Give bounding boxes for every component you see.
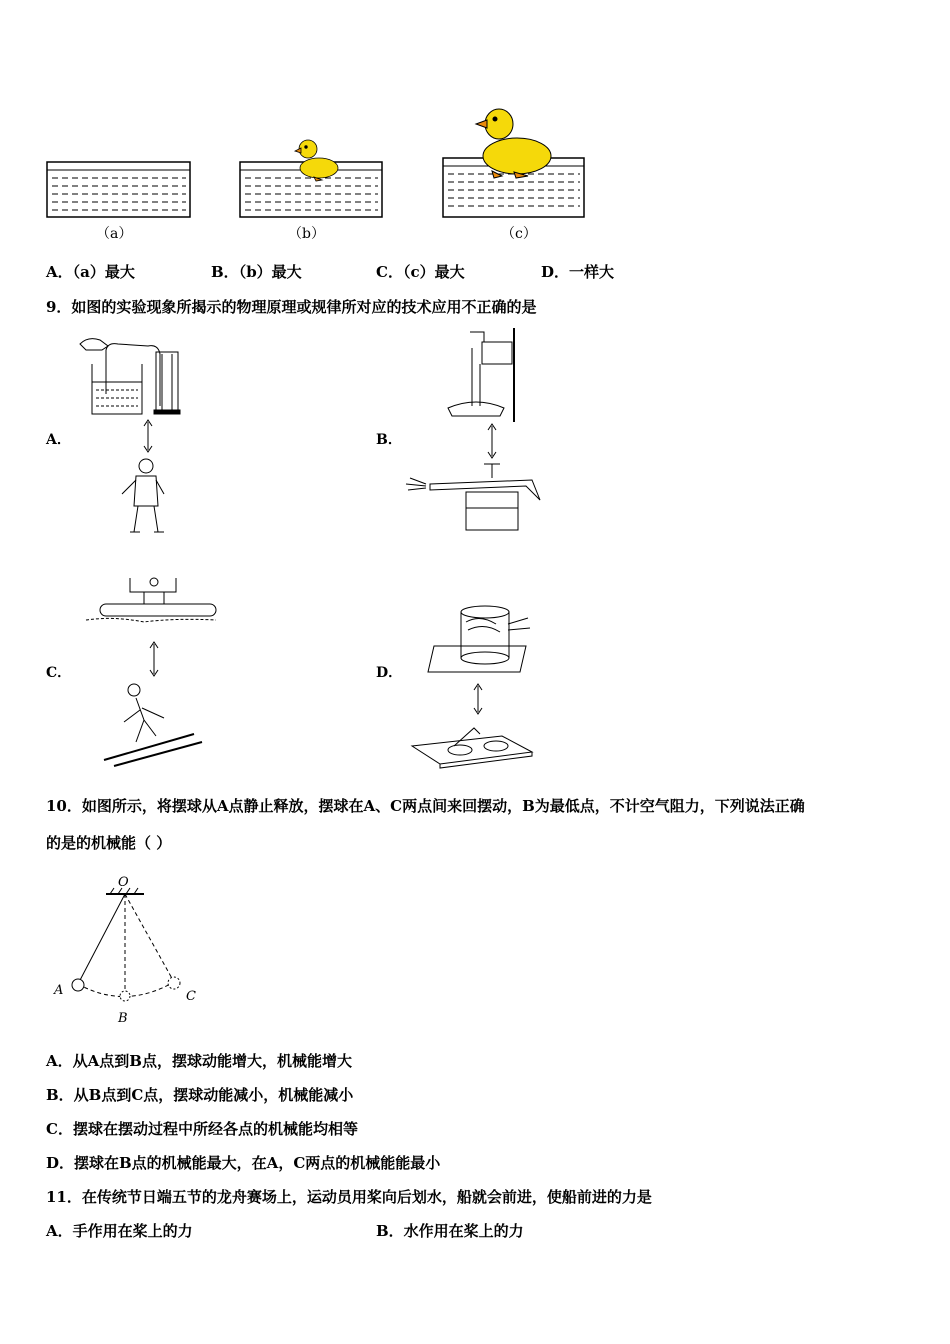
point-a-label: A (54, 983, 64, 998)
stand-icon (448, 328, 514, 422)
q9-figure-b-svg (400, 326, 550, 538)
q9-label-b: B． (376, 432, 402, 448)
ball-b (120, 991, 130, 1001)
q10-option-d: D．摆球在B点的机械能最大，在A，C两点的机械能能最小 (46, 1154, 441, 1172)
point-o-label: O (118, 875, 129, 890)
beaker-icon (92, 364, 142, 414)
q10-stem-line1: 10．如图所示，将摆球从A点静止释放，摆球在A、C两点间来回摆动，B为最低点，不计空气阻力，下列说法正确 (46, 797, 805, 815)
point-b-label: B (118, 1011, 128, 1026)
q9-figure-b (400, 326, 550, 538)
q10-option-c: C．摆球在摆动过程中所经各点的机械能均相等 (46, 1120, 358, 1138)
skier-icon (104, 684, 202, 766)
q9-figure-a (78, 334, 198, 539)
q8-option-a: A．（a）最大 (46, 263, 135, 281)
diver-icon (122, 459, 164, 532)
duck-small-icon (295, 140, 338, 181)
q8-option-b: B．（b）最大 (211, 263, 302, 281)
q11-option-b: B．水作用在桨上的力 (376, 1222, 524, 1240)
q10-option-a: A．从A点到B点，摆球动能增大，机械能增大 (46, 1052, 352, 1070)
ball-a (72, 979, 84, 991)
sprayer-icon (406, 464, 540, 530)
hand-icon (80, 339, 108, 350)
q10-pendulum-svg (50, 872, 210, 1032)
figure-label-c: （c） (501, 226, 537, 242)
double-arrow-icon (144, 420, 152, 452)
q11-stem: 11．在传统节日端五节的龙舟赛场上，运动员用桨向后划水，船就会前进，使船前进的力是 (46, 1188, 652, 1206)
q9-label-d: D． (376, 665, 403, 681)
q9-figure-d (410, 600, 535, 772)
q9-figure-c (84, 570, 224, 770)
q9-figure-d-svg (410, 600, 535, 772)
string-to-c (125, 894, 174, 982)
q9-figure-c-svg (84, 570, 224, 770)
q9-stem: 9．如图的实验现象所揭示的物理原理或规律所对应的技术应用不正确的是 (46, 298, 537, 316)
u-tube-gauge-icon (106, 344, 180, 414)
q8-option-c: C．（c）最大 (376, 263, 465, 281)
q8-option-d: D．一样大 (541, 263, 615, 281)
point-c-label: C (186, 989, 196, 1004)
q9-label-a: A． (46, 432, 71, 448)
q11-option-a: A．手作用在桨上的力 (46, 1222, 193, 1240)
q8-figure (44, 104, 589, 244)
ball-c (168, 977, 180, 989)
q8-figure-svg (44, 104, 589, 244)
double-arrow-icon (150, 642, 158, 676)
q9-label-c: C． (46, 665, 72, 681)
q10-option-b: B．从B点到C点，摆球动能减小，机械能减小 (46, 1086, 354, 1104)
double-arrow-icon (488, 424, 496, 458)
double-arrow-icon (474, 684, 482, 714)
figure-label-b: （b） (288, 226, 325, 242)
q9-figure-a-svg (78, 334, 198, 539)
tank-a (47, 162, 190, 217)
duck-large-icon (476, 109, 551, 178)
cylinder-icon (428, 606, 530, 672)
string-to-a (78, 894, 125, 984)
board-on-sand-icon (86, 578, 216, 622)
q10-pendulum-figure (50, 872, 210, 1032)
figure-label-a: （a） (96, 226, 133, 242)
q10-stem-line2: 的是的机械能（ ） (46, 834, 172, 852)
plate-with-disks-icon (412, 728, 532, 768)
